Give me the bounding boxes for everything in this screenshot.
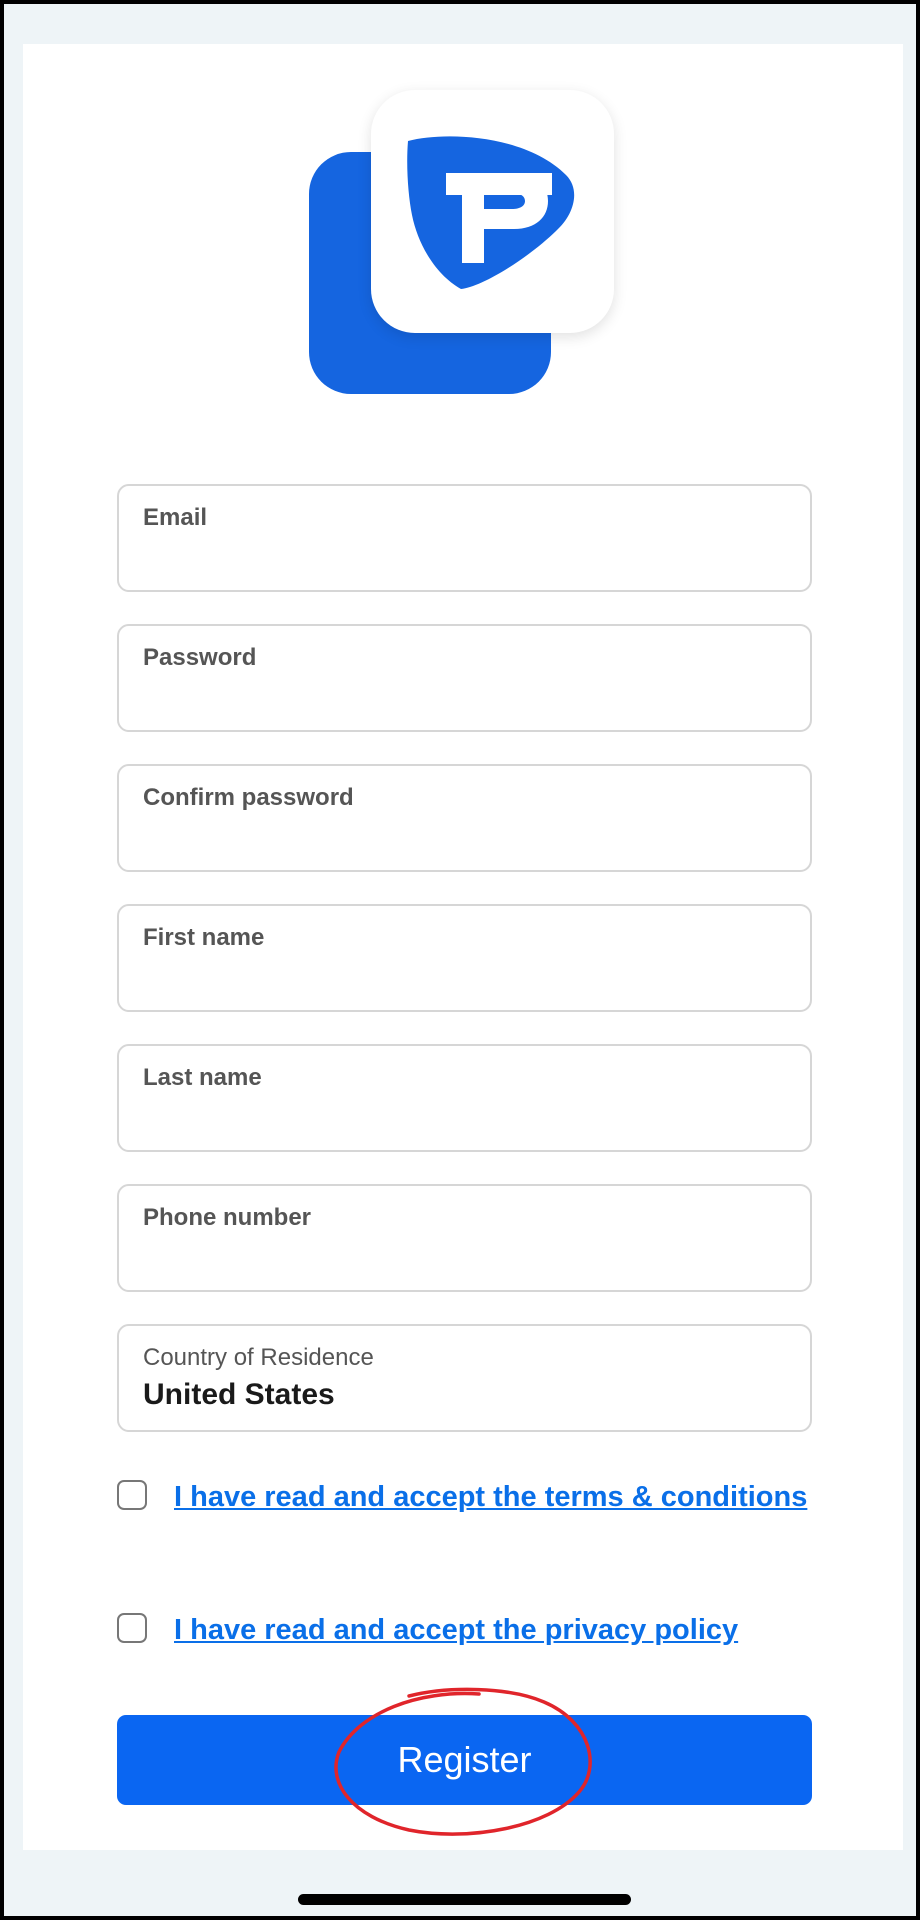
home-indicator[interactable] — [298, 1894, 631, 1905]
privacy-checkbox[interactable] — [117, 1613, 147, 1643]
country-field-label: Country of Residence — [143, 1344, 374, 1371]
email-field[interactable] — [117, 484, 812, 592]
phone-number-field-label: Phone number — [143, 1204, 312, 1231]
phone-number-field[interactable] — [117, 1184, 812, 1292]
confirm-password-field-label: Confirm password — [143, 784, 354, 811]
pepperstone-logo-icon — [406, 135, 578, 290]
terms-link[interactable]: I have read and accept the terms & conditions — [174, 1481, 808, 1513]
terms-row — [117, 1475, 817, 1520]
confirm-password-field[interactable] — [117, 764, 812, 872]
password-field[interactable] — [117, 624, 812, 732]
last-name-field-label: Last name — [143, 1064, 262, 1091]
terms-checkbox[interactable] — [117, 1480, 147, 1510]
privacy-link[interactable]: I have read and accept the privacy policy — [174, 1614, 739, 1646]
app-logo — [309, 90, 614, 395]
email-field-label: Email — [143, 504, 208, 531]
last-name-field[interactable] — [117, 1044, 812, 1152]
first-name-field[interactable] — [117, 904, 812, 1012]
country-field-value: United States — [143, 1378, 335, 1411]
logo-front-tile — [371, 90, 614, 333]
password-field-label: Password — [143, 644, 257, 671]
privacy-row — [117, 1608, 817, 1653]
first-name-field-label: First name — [143, 924, 265, 951]
register-button[interactable]: Register — [117, 1715, 812, 1805]
country-of-residence-select[interactable] — [117, 1324, 812, 1432]
